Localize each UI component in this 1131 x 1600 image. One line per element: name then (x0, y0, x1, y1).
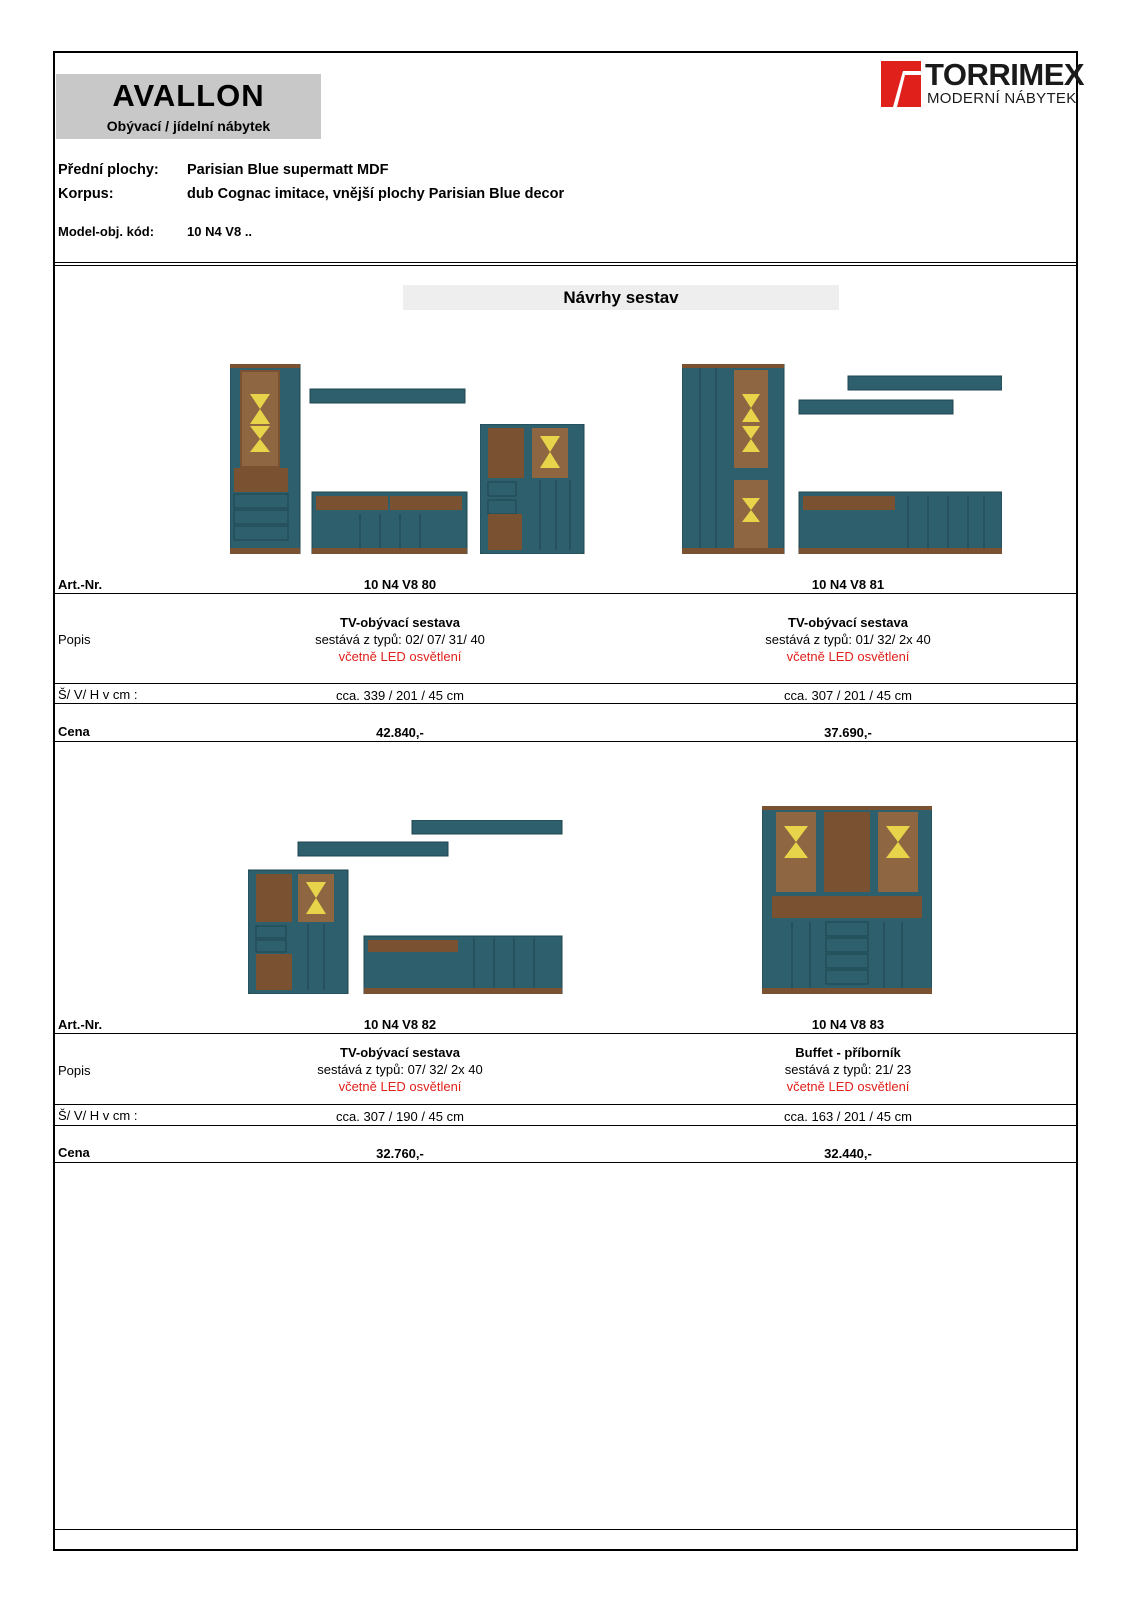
product-dimensions: cca. 163 / 201 / 45 cm (784, 1109, 912, 1124)
front-value: Parisian Blue supermatt MDF (187, 162, 389, 178)
product-description (250, 614, 550, 665)
product-dimensions: cca. 307 / 201 / 45 cm (784, 688, 912, 703)
price-label-1: Cena (58, 724, 90, 739)
model-label: Model-obj. kód: (58, 224, 155, 239)
product-description (698, 1044, 998, 1095)
product-name: TV-obývací sestava (340, 1045, 460, 1060)
set-82-illustration (248, 820, 566, 994)
row-divider (55, 593, 1076, 594)
art-label-2: Art.-Nr. (58, 1017, 103, 1032)
desc-label-1: Popis (58, 632, 91, 647)
footer-divider (55, 1529, 1076, 1530)
price-label-2: Cena (58, 1145, 90, 1160)
product-types: sestává z typů: 07/ 32/ 2x 40 (317, 1062, 483, 1077)
dims-label-2: Š/ V/ H v cm : (58, 1108, 138, 1123)
body-label: Korpus: (58, 186, 114, 202)
led-note: včetně LED osvětlení (338, 649, 462, 664)
product-price: 42.840,- (376, 725, 424, 740)
collection-subtitle: Obývací / jídelní nábytek (106, 118, 271, 134)
body-value: dub Cognac imitace, vnější plochy Parisian Blue decor (187, 186, 565, 202)
product-types: sestává z typů: 01/ 32/ 2x 40 (765, 632, 931, 647)
row-divider (55, 1125, 1076, 1126)
led-note: včetně LED osvětlení (786, 1079, 910, 1094)
product-name: TV-obývací sestava (340, 615, 460, 630)
desc-label-2: Popis (58, 1063, 91, 1078)
led-note: včetně LED osvětlení (338, 1079, 462, 1094)
product-types: sestává z typů: 02/ 07/ 31/ 40 (315, 632, 485, 647)
header-divider-2 (55, 265, 1076, 266)
art-number: 10 N4 V8 81 (811, 577, 885, 592)
brand-tagline: MODERNÍ NÁBYTEK (927, 90, 1077, 107)
front-label: Přední plochy: (58, 162, 159, 178)
art-number: 10 N4 V8 82 (363, 1017, 437, 1032)
header-divider (55, 262, 1076, 263)
set-80-illustration (230, 364, 475, 554)
product-types: sestává z typů: 21/ 23 (784, 1062, 912, 1077)
product-price: 32.440,- (824, 1146, 872, 1161)
torrimex-logo-icon (881, 61, 921, 107)
row-divider (55, 1033, 1076, 1034)
art-number: 10 N4 V8 80 (363, 577, 437, 592)
row-divider (55, 1162, 1076, 1163)
product-price: 37.690,- (824, 725, 872, 740)
product-dimensions: cca. 339 / 201 / 45 cm (336, 688, 464, 703)
set-80-cabinet-illustration (480, 424, 585, 554)
product-dimensions: cca. 307 / 190 / 45 cm (336, 1109, 464, 1124)
page-frame (53, 51, 1078, 1551)
product-description (698, 614, 998, 665)
product-name: TV-obývací sestava (788, 615, 908, 630)
model-value: 10 N4 V8 .. (187, 224, 253, 239)
row-divider (55, 703, 1076, 704)
row-divider (55, 1104, 1076, 1105)
art-number: 10 N4 V8 83 (811, 1017, 885, 1032)
brand-name: TORRIMEX (925, 57, 1085, 92)
set-83-illustration (762, 806, 932, 994)
row-divider (55, 741, 1076, 742)
product-description (250, 1044, 550, 1095)
product-name: Buffet - příborník (795, 1045, 901, 1060)
set-81-illustration (682, 364, 1002, 554)
row-divider (55, 683, 1076, 684)
dims-label-1: Š/ V/ H v cm : (58, 687, 138, 702)
art-label-1: Art.-Nr. (58, 577, 103, 592)
led-note: včetně LED osvětlení (786, 649, 910, 664)
section-title: Návrhy sestav (403, 285, 839, 310)
product-price: 32.760,- (376, 1146, 424, 1161)
collection-title: AVALLON (112, 78, 265, 113)
title-block (56, 74, 321, 139)
